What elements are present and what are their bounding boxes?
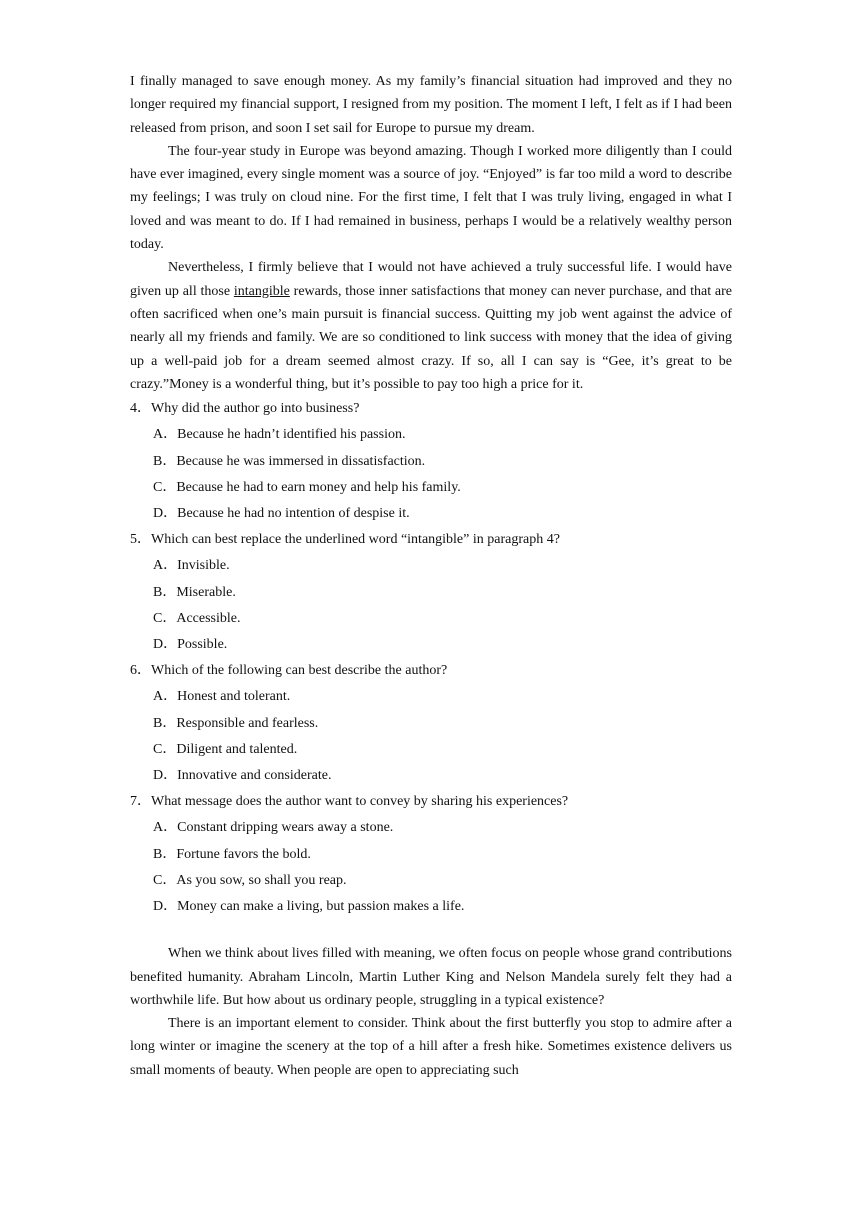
question-stem: 5．Which can best replace the underlined word “intangible” in paragraph 4?: [130, 532, 560, 548]
option-c: C．As you sow, so shall you reap.: [153, 872, 347, 888]
question-7: [130, 789, 732, 920]
option-d: D．Innovative and considerate.: [153, 768, 332, 783]
passage1-paragraph-1: I finally managed to save enough money. As my family’s financial situation had improved and they no longer required my financial support, I resigned from my position. The moment I left, I felt as if I had been released from prison, and soon I set sail for Europe to pursue my dream.: [130, 74, 732, 136]
option-d: D．Because he had no intention of despise it.: [153, 505, 410, 521]
option-a: A．Invisible.: [153, 558, 230, 574]
option-a: A．Because he hadn’t identified his passion.: [153, 427, 406, 443]
option-b: B．Responsible and fearless.: [153, 715, 319, 731]
section-gap: [130, 920, 732, 942]
option-d: D．Possible.: [153, 636, 228, 652]
question-5: [130, 527, 732, 658]
option-c: C．Diligent and talented.: [153, 741, 298, 757]
passage2-paragraph-1: When we think about lives filled with meaning, we often focus on people whose grand contributions benefited humanity. Abraham Lincoln, Martin Luther King and Nelson Mandela surely felt they had a worthwhile life. But how about us ordinary people, struggling in a typical existence?: [130, 946, 732, 1008]
option-a: A．Constant dripping wears away a stone.: [153, 820, 394, 836]
paragraph-text-after: rewards, those inner satisfactions that money can never purchase, and that are often sacrificed when one’s main pursuit is financial success. Quitting my job went against the advice of nearly all my friends and family. We are so conditioned to link success with money that the idea of giving up a well-paid job for a dream seemed almost crazy. If so, all I can say is “Gee, it’s great to be crazy.”Money is a wonderful thing, but it’s possible to pay too high a price for it.: [130, 283, 732, 392]
passage2-paragraph-2: There is an important element to consider. Think about the first butterfly you stop to admire after a long winter or imagine the scenery at the top of a hill after a fresh hike. Sometimes existence delivers us small moments of beauty. When people are open to appreciating such: [130, 1016, 732, 1078]
option-c: C．Because he had to earn money and help his family.: [153, 479, 461, 495]
option-a: A．Honest and tolerant.: [153, 689, 291, 705]
question-stem: 4．Why did the author go into business?: [130, 401, 360, 417]
passage1-paragraph-3: [130, 256, 732, 396]
option-d: D．Money can make a living, but passion makes a life.: [153, 899, 465, 915]
option-b: B．Fortune favors the bold.: [153, 846, 311, 862]
passage1-paragraph-2: The four-year study in Europe was beyond amazing. Though I worked more diligently than I could have ever imagined, every single moment was a source of joy. “Enjoyed” is far too mild a word to describe my feelings; I was truly on cloud nine. For the first time, I felt that I was truly living, engaged in what I loved and was meant to do. If I had remained in business, perhaps I would be a relatively wealthy person today.: [130, 143, 732, 253]
question-6: [130, 658, 732, 789]
option-c: C．Accessible.: [153, 610, 241, 626]
option-b: B．Because he was immersed in dissatisfaction.: [153, 453, 426, 469]
question-stem: 7．What message does the author want to convey by sharing his experiences?: [130, 794, 569, 810]
paragraph-text-before: Nevertheless, I firmly believe that I would not have achieved a truly successful life. I would have given up all those: [130, 260, 732, 299]
question-stem: 6．Which of the following can best describe the author?: [130, 663, 448, 679]
document-page: [130, 70, 732, 1082]
underlined-word: intangible: [233, 283, 290, 299]
question-4: [130, 396, 732, 527]
option-b: B．Miserable.: [153, 584, 236, 600]
